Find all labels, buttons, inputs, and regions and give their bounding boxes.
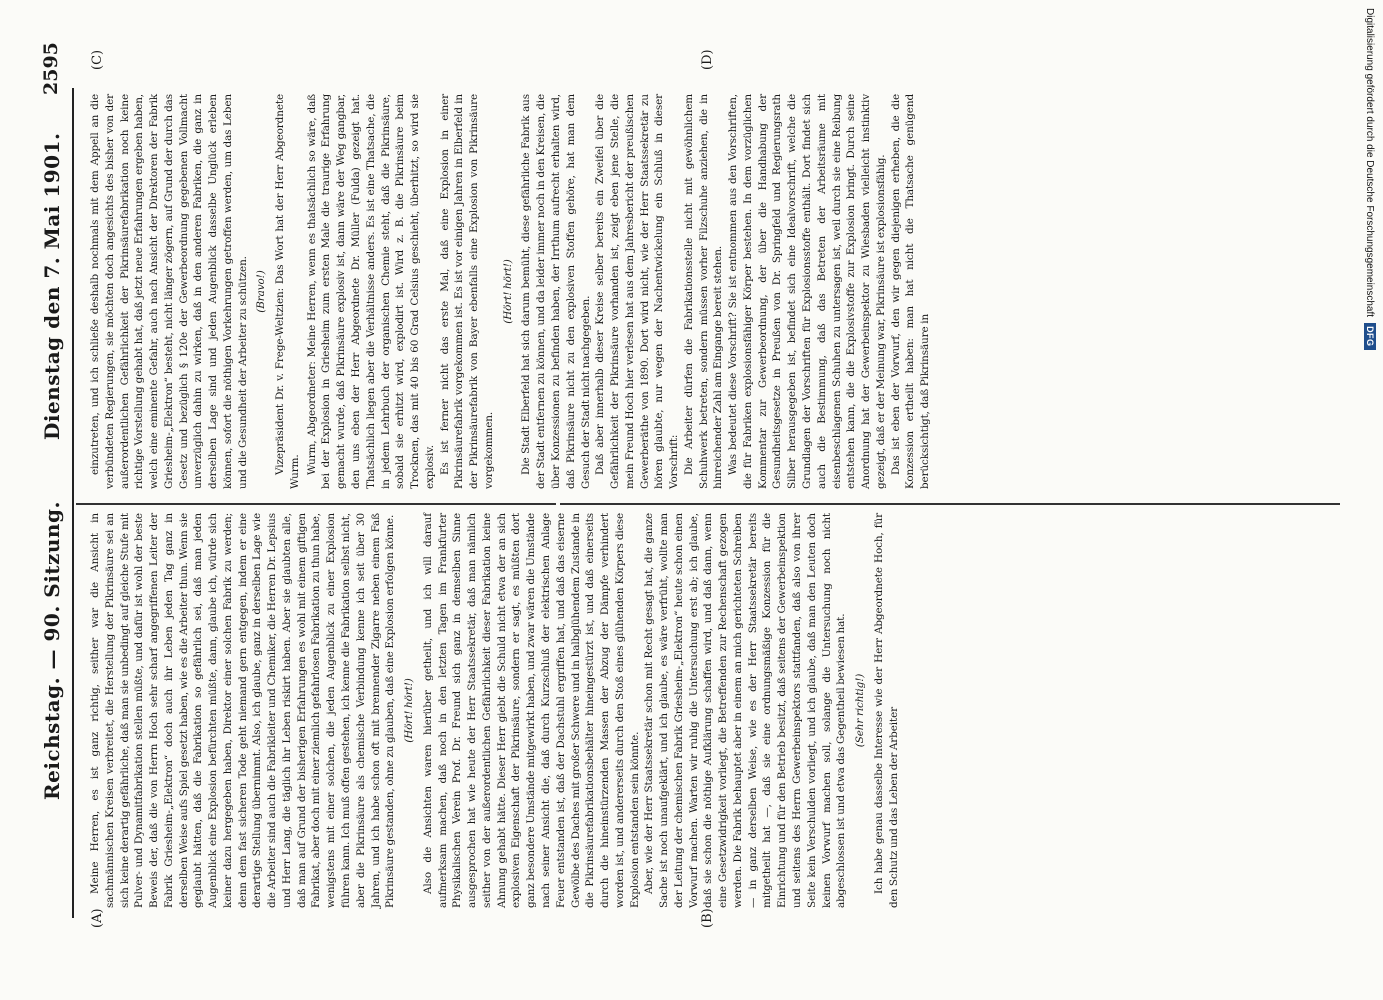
right-column-interjection: (Hört! hört!)	[501, 259, 514, 324]
dfg-logo-icon: DFG	[1364, 323, 1376, 350]
right-column-speaker-paragraph: Vizepräsident Dr. v. Frege-Weltzien: Das Wort hat der Herr Abgeordnete Wurm.	[274, 94, 301, 489]
left-column-paragraph: Ich habe genau dasselbe Interesse wie der Herr Abgeordnete Hoch, für den Schutz und das Leben der Arbeiter	[872, 513, 900, 908]
left-column-paragraph: Aber, wie der Herr Staatssekretär schon mit Recht gesagt hat, die ganze Sache ist noch unaufgeklärt, und ich glaube, es wäre verfrüht, wollte man der Leitung der chemischen Fabrik Griesheim-„Elektron“ heute schon einen Vorwurf machen. Warten wir ruhig die Untersuchung erst ab; ich glaube, daß sie schon die nöthige Aufklärung schaffen wird, und daß dann, wenn eine Gesetzwidrigkeit vorliegt, die Betreffenden zur Rechenschaft gezogen werden. Die Fabrik behauptet aber in einem an mich gerichteten Schreiben — in ganz derselben Weise, wie es der Herr Staatssekretär bereits mitgetheilt hat —, daß sie eine ordnungsmäßige Konzession für die Einrichtung und für den Betrieb besitzt, daß seitens der Gewerbeinspektion und seitens des Herrn Gewerbeinspektors stattfanden, daß also von ihrer Seite kein Verschulden vorliegt, und ich glaube, daß man den Leuten doch keinen Vorwurf machen soll, solange die Untersuchung noch nicht abgeschlossen ist und etwa das Gegentheil bewiesen hat.	[643, 513, 848, 908]
left-column-paragraph: Also die Ansichten waren hierüber getheilt, und ich will darauf aufmerksam machen, daß noch in den letzten Tagen im Frankfurter Physikalischen Verein Prof. Dr. Freund sich ganz in demselben Sinne ausgesprochen hat wie heute der Herr Staatssekretär, daß man nämlich seither von der außerordentlichen Gefährlichkeit dieser Fabrikation keine Ahnung gehabt hätte. Dieser Herr giebt die Schuld nicht etwa der an sich explosiven Eigenschaft der Pikrinsäure, sondern er sagt, es müßten dort ganz besondere Umstände mitgewirkt haben, und zwar wären die Umstände nach seiner Ansicht die, daß durch Kurzschluß der elektrischen Anlage Feuer entstanden ist, daß der Dachstuhl ergriffen hat, und daß das eiserne Gewölbe des Daches mit großer Schwere und in halbglühendem Zustande in die Pikrinsäurefabrikationsbehälter hineingestürzt ist, und daß einerseits durch die hineinstürzenden Massen der Abzug der Dämpfe verhindert worden ist, und andererseits durch den Stoß eines glühenden Körpers diese Explosion entstanden sein könnte.	[421, 513, 641, 908]
page-header	[0, 0, 74, 1000]
left-column-interjection: (Sehr richtig!)	[854, 673, 867, 748]
digitization-note	[1360, 8, 1380, 998]
running-head-date: Dienstag den 7. Mai 1901.	[40, 132, 64, 440]
running-head-left: Reichstag. — 90. Sitzung.	[40, 501, 64, 800]
column-divider-lower	[560, 503, 1340, 505]
left-column-paragraph: Meine Herren, es ist ganz richtig, seither war die Ansicht in sachmännischen Kreisen verbreitet, die Herstellung der Pikrinsäure sei an sich keine derartig gefährliche, daß man sie unbedingt auf gleiche Stufe mit Pulver- und Dynamitfabrikation stellen müßte, und dafür ist wohl der beste Beweis der, daß die von Herrn Hoch sehr scharf angegriffenen Leiter der Fabrik Griesheim-„Elektron“ doch auch ihr Leben jeden Tag ganz in derselben Weise aufs Spiel gesetzt haben, wie es die Arbeiter thun. Wenn sie geglaubt hätten, daß die Fabrikation so gefährlich sei, daß man jeden Augenblick eine Explosion befürchten müßte, dann, glaube ich, würde sich keiner dazu hergegeben haben, Direktor einer solchen Fabrik zu werden; denn dem fast sicheren Tode geht niemand gern entgegen, indem er eine derartige Stellung übernimmt. Also, ich glaube, ganz in derselben Lage wie die Arbeiter sind auch die Fabrikleiter und Chemiker, die Herren Dr. Lepsius und Herr Lang, die täglich ihr Leben riskirt haben. Aber sie glaubten alle, daß man auf Grund der bisherigen Erfahrungen es wohl mit einem giftigen Fabrikat, aber doch mit einer ziemlich gefahrlosen Fabrikation zu thun habe, wenigstens mit einer solchen, die jeden Augenblick zu einer Explosion führen kann. Ich muß offen gestehen, ich kenne die Fabrikation selbst nicht, aber die Pikrinsäure als chemische Verbindung kenne ich seit über 30 Jahren, und ich habe schon oft mit brennender Zigarre neben einem Faß Pikrinsäure gestanden, ohne zu glauben, daß eine Explosion erfolgen könne.	[89, 513, 397, 908]
left-column	[88, 513, 901, 908]
left-column-interjection: (Hört! hört!)	[403, 678, 416, 743]
column-divider-upper	[76, 503, 556, 505]
right-column-paragraph: Es ist ferner nicht das erste Mal, daß eine Explosion in einer Pikrinsäurefabrik vorgekommen ist. Es ist vor einigen Jahren in Elberfeld in der Pikrinsäurefabrik von Bayer ebenfalls eine Explosion von Pikrinsäure vorgekommen.	[438, 94, 495, 489]
right-column-speaker-paragraph: Wurm, Abgeordneter: Meine Herren, wenn es thatsächlich so wäre, daß bei der Explosion in Griesheim zum ersten Male die traurige Erfahrung gemacht wurde, daß Pikrinsäure explosiv ist, dann wäre der Weg gangbar, den uns eben der Herr Abgeordnete Dr. Müller (Fulda) gezeigt hat. Thatsächlich liegen aber die Verhältnisse anders. Es ist eine Thatsache, die in jedem Lehrbuch der organischen Chemie steht, daß die Pikrinsäure, sobald sie erhitzt wird, explodirt ist. Wird z. B. die Pikrinsäure beim Trocknen, das mit 40 bis 60 Grad Celsius geschieht, überhitzt, so wird sie explosiv.	[305, 94, 436, 489]
margin-marker-b: (B)	[700, 908, 715, 928]
right-column-paragraph: Die Arbeiter dürfen die Fabrikationsstelle nicht mit gewöhnlichem Schuhwerk betreten, sondern müssen vorher Filzschuhe anziehen, die in hinreichender Zahl am Eingange bereit stehen.	[682, 94, 725, 489]
right-column-paragraph: Was bedeutet diese Vorschrift? Sie ist entnommen aus den Vorschriften, die für Fabriken explosionsfähiger Körper bestehen. In dem vorzüglichen Kommentar zur Gewerbeordnung, der über die Handhabung der Gesundheitsgesetze in Preußen von Dr. Springfeld und Regierungsrath Silber herausgegeben ist, befindet sich eine Idealvorschrift, welche die Grundlagen der Vorschriften für Explosionsstoffe enthält. Dort findet sich auch die Bestimmung, daß das Betreten der Arbeitsräume mit eisenbeschlagenen Schuhen zu untersagen ist, weil durch sie eine Reibung entstehen kann, die die Explosivstoffe zur Explosion bringt. Durch seine Anordnung hat der Gewerbeinspektor zu Wiesbaden vielleicht instinktiv gezeigt, daß er der Meinung war, Pikrinsäure ist explosionsfähig.	[727, 94, 887, 489]
right-column-paragraph: Daß aber innerhalb dieser Kreise selber bereits ein Zweifel über die Gefährlichkeit der Pikrinsäure vorhanden ist, zeigt eben jene Stelle, die mein Freund Hoch hier verlesen hat aus dem Jahresbericht der preußischen Gewerberäthe von 1890. Dort wird nicht, wie der Herr Staatssekretär zu hören glaubte, nur wegen der Nachentwickelung ein Schluß in dieser Vorschrift:	[594, 94, 681, 489]
page-number: 2595	[40, 42, 62, 95]
header-rule	[72, 88, 74, 918]
right-column-interjection: (Bravo!)	[255, 270, 268, 313]
right-column-paragraph: Die Stadt Elberfeld hat sich darum bemüht, diese gefährliche Fabrik aus der Stadt entfernen zu können, und da leider immer noch in den Kreisen, die über Konzessionen zu befinden haben, der Irrthum aufrecht erhalten wird, daß Pikrinsäure nicht zu den explosiven Stoffen gehöre, hat man dem Gesuch der Stadt nicht nachgegeben.	[520, 94, 592, 489]
margin-marker-a: (A)	[90, 908, 105, 928]
right-column-paragraph: einzutreten, und ich schließe deshalb nochmals mit dem Appell an die verbündeten Regierungen, sie möchten doch angesichts des bisher von der außerordentlichen Gefährlichkeit der Pikrinsäurefabrikation noch keine richtige Vorstellung gehabt hat, daß jetzt neue Erfahrungen ergeben haben, welch eine eminente Gefahr, auch nach Ansicht der Direktoren der Fabrik Griesheim-„Elektron“ besteht, nicht länger zögern, auf Grund der durch das Gesetz und bezüglich § 120e der Gewerbeordnung gegebenen Vollmacht unverzüglich dahin zu wirken, daß in den anderen Fabriken, die ganz in derselben Lage sind und jeden Augenblick dasselbe Unglück erleben können, sofort die nöthigen Vorkehrungen getroffen werden, um das Leben und die Gesundheit der Arbeiter zu schützen.	[89, 94, 249, 489]
right-column-paragraph: Das ist eben der Vorwurf, den wir gegen diejenigen erheben, die die Konzession ertheilt haben: man hat nicht die Thatsache genügend berücksichtigt, daß Pikrinsäure in	[889, 94, 932, 489]
margin-marker-c: (C)	[90, 49, 105, 70]
margin-marker-d: (D)	[700, 49, 715, 70]
digitization-credit: Digitalisierung gefördert durch die Deutsche Forschungsgemeinschaft	[1364, 8, 1376, 318]
right-column	[88, 94, 933, 489]
